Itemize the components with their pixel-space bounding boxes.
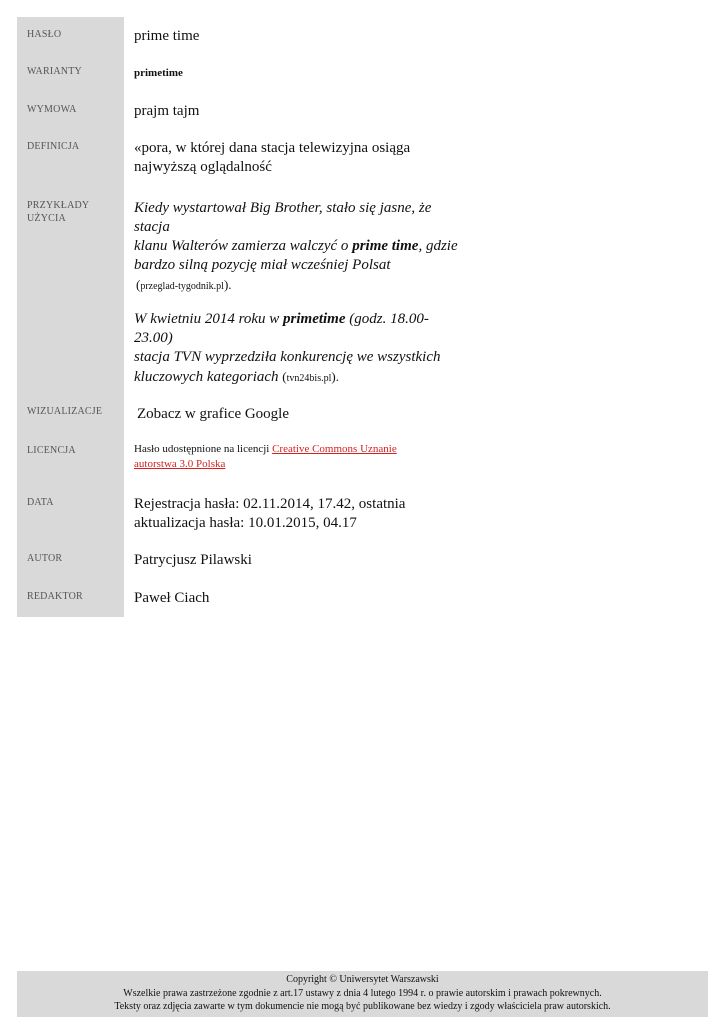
example-1-text-end: , gdzie [418, 238, 458, 254]
example-1-line2 [134, 237, 464, 256]
label-haslo: HASŁO [27, 29, 62, 40]
example-2-text-end: (godz. 18.00-23.00) [134, 311, 429, 346]
example-1-keyword: prime time [352, 238, 419, 254]
entry-dates [134, 495, 464, 533]
footer-line2: Wszelkie prawa zastrzeżone zgodnie z art.17 ustawy z dnia 4 lutego 1994 r. o prawie autorskim i prawach pokrewnych. [123, 987, 602, 999]
example-2-line2: stacja TVN wyprzedziła konkurencję we wszystkich [134, 349, 441, 365]
label-wymowa: WYMOWA [27, 104, 77, 115]
entry-headword: prime time [134, 28, 200, 44]
entry-pronunciation: prajm tajm [134, 103, 200, 119]
entry-author: Patrycjusz Pilawski [134, 552, 252, 568]
dates-line1: Rejestracja hasła: 02.11.2014, 17.42, ostatnia [134, 496, 406, 512]
example-1-source-line [134, 275, 464, 296]
label-przyklady-line1: PRZYKŁADY [27, 200, 90, 211]
label-licencja: LICENCJA [27, 445, 76, 456]
license-link[interactable]: Creative Commons Uznanie [272, 443, 397, 455]
example-2-line1 [134, 310, 464, 348]
example-2-paren-close: ). [331, 369, 339, 384]
example-2-line3 [134, 367, 464, 388]
example-2-text-last: kluczowych kategoriach [134, 369, 283, 385]
example-2-text: W kwietniu 2014 roku w [134, 311, 284, 327]
label-redaktor: REDAKTOR [27, 591, 83, 602]
definition-line1: «pora, w której dana stacja telewizyjna osiąga [134, 140, 411, 156]
dates-line2: aktualizacja hasła: 10.01.2015, 04.17 [134, 515, 357, 531]
label-data: DATA [27, 497, 54, 508]
label-autor: AUTOR [27, 553, 63, 564]
definition-line2: najwyższą oglądalność [134, 159, 272, 175]
license-text [134, 442, 464, 472]
example-1-source: przeglad-tygodnik.pl [140, 281, 224, 292]
example-2 [134, 310, 464, 388]
entry-variant: primetime [134, 67, 183, 79]
entry-editor: Paweł Ciach [134, 590, 210, 606]
example-1-line1: Kiedy wystartował Big Brother, stało się jasne, że stacja [134, 200, 432, 235]
label-definicja: DEFINICJA [27, 141, 80, 152]
google-images-link[interactable]: Zobacz w grafice Google [137, 406, 290, 422]
license-prefix: Hasło udostępnione na licencji [134, 443, 273, 455]
label-przyklady-line2: UŻYCIA [27, 213, 66, 224]
example-1-text: klanu Walterów zamierza walczyć o [134, 238, 353, 254]
example-2-keyword: primetime [283, 311, 346, 327]
label-warianty: WARIANTY [27, 66, 82, 77]
example-2-source: tvn24bis.pl [286, 373, 332, 384]
entry-definition [134, 139, 464, 177]
label-wizualizacje: WIZUALIZACJE [27, 406, 103, 417]
footer-line1: Copyright © Uniwersytet Warszawski [286, 974, 439, 985]
example-1-paren-close: ). [223, 277, 232, 292]
example-1 [134, 199, 464, 296]
example-1-line3: bardzo silną pozycję miał wcześniej Polsat [134, 257, 391, 273]
license-link-continued[interactable]: autorstwa 3.0 Polska [134, 458, 226, 470]
copyright-footer [17, 971, 708, 1017]
example-2-paren-open: ( [282, 369, 287, 384]
example-1-paren-open: ( [136, 277, 141, 292]
label-przyklady [27, 199, 89, 225]
footer-line3: Teksty oraz zdjęcia zawarte w tym dokumencie nie mogą być publikowane bez wiedzy i zgody właściciela praw autorskich. [114, 1001, 611, 1012]
